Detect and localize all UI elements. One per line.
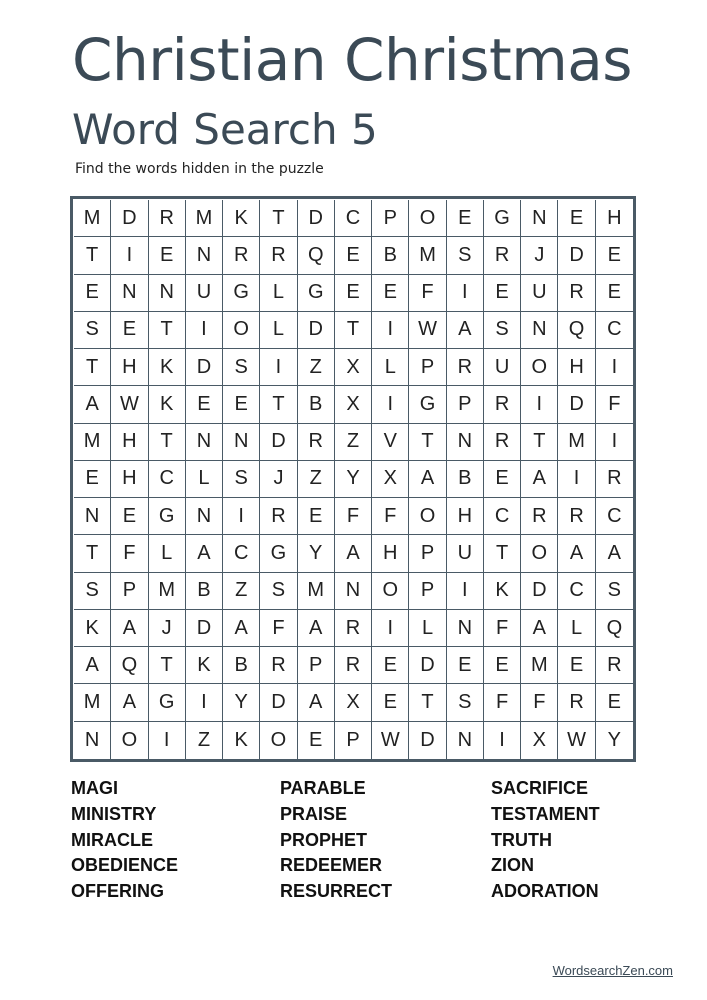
grid-cell: E (372, 684, 409, 721)
grid-cell: F (372, 498, 409, 535)
grid-cell: S (74, 573, 111, 610)
grid-cell: G (149, 498, 186, 535)
grid-cell: V (372, 424, 409, 461)
grid-cell: M (558, 424, 595, 461)
word-item: PRAISE (280, 803, 348, 824)
grid-cell: I (186, 312, 223, 349)
word-item: RESURRECT (280, 881, 393, 902)
grid-cell: A (111, 684, 148, 721)
grid-cell: L (149, 535, 186, 572)
grid-cell: C (558, 573, 595, 610)
grid-cell: N (521, 312, 558, 349)
grid-cell: T (260, 200, 297, 237)
grid-cell: D (298, 200, 335, 237)
grid-cell: T (74, 349, 111, 386)
grid-cell: R (260, 498, 297, 535)
grid-cell: I (558, 461, 595, 498)
grid-cell: N (186, 424, 223, 461)
grid-cell: J (521, 237, 558, 274)
grid-cell: B (186, 573, 223, 610)
grid-cell: E (298, 722, 335, 759)
grid-cell: I (149, 722, 186, 759)
grid-cell: A (447, 312, 484, 349)
grid-cell: F (484, 610, 521, 647)
grid-cell: A (409, 461, 446, 498)
grid-cell: L (260, 275, 297, 312)
grid-cell: P (335, 722, 372, 759)
grid-cell: E (558, 647, 595, 684)
grid-cell: D (558, 386, 595, 423)
grid-cell: Y (335, 461, 372, 498)
grid-cell: P (409, 573, 446, 610)
grid-cell: R (484, 386, 521, 423)
word-list (0, 776, 707, 906)
grid-cell: F (260, 610, 297, 647)
grid-cell: C (223, 535, 260, 572)
grid-cell: N (149, 275, 186, 312)
grid-cell: S (223, 461, 260, 498)
grid-cell: A (596, 535, 633, 572)
grid-cell: G (298, 275, 335, 312)
grid-cell: I (596, 424, 633, 461)
grid-cell: N (223, 424, 260, 461)
grid-cell: S (447, 684, 484, 721)
grid-cell: D (260, 684, 297, 721)
grid-cell: D (298, 312, 335, 349)
grid-cell: A (521, 461, 558, 498)
grid-cell: E (111, 498, 148, 535)
grid-cell: E (596, 237, 633, 274)
word-item: OFFERING (71, 881, 164, 902)
grid-cell: D (186, 349, 223, 386)
grid-cell: U (484, 349, 521, 386)
grid-cell: T (149, 424, 186, 461)
grid-cell: G (484, 200, 521, 237)
grid-cell: A (74, 647, 111, 684)
grid-cell: L (558, 610, 595, 647)
grid-cell: X (372, 461, 409, 498)
grid-cell: I (447, 275, 484, 312)
grid-cell: Z (298, 349, 335, 386)
grid-cell: M (74, 424, 111, 461)
grid-cell: K (223, 722, 260, 759)
grid-cell: C (484, 498, 521, 535)
grid-cell: N (186, 237, 223, 274)
word-item: MAGI (71, 778, 118, 798)
grid-cell: E (447, 647, 484, 684)
grid-cell: I (372, 610, 409, 647)
grid-cell: J (149, 610, 186, 647)
grid-cell: R (596, 461, 633, 498)
grid-cell: T (521, 424, 558, 461)
grid-cell: N (447, 722, 484, 759)
grid-cell: I (484, 722, 521, 759)
grid-cell: N (74, 722, 111, 759)
grid-cell: O (223, 312, 260, 349)
grid-cell: E (372, 647, 409, 684)
grid-cell: P (409, 349, 446, 386)
grid-cell: D (260, 424, 297, 461)
grid-cell: I (111, 237, 148, 274)
grid-cell: C (149, 461, 186, 498)
grid-cell: A (558, 535, 595, 572)
grid-cell: O (260, 722, 297, 759)
word-item: TESTAMENT (491, 803, 600, 824)
grid-cell: N (447, 610, 484, 647)
grid-cell: N (447, 424, 484, 461)
word-item: REDEEMER (280, 855, 383, 876)
grid-cell: U (521, 275, 558, 312)
grid-cell: R (484, 424, 521, 461)
grid-cell: R (223, 237, 260, 274)
grid-cell: A (223, 610, 260, 647)
grid-cell: S (484, 312, 521, 349)
grid-cell: H (111, 461, 148, 498)
grid-cell: I (596, 349, 633, 386)
grid-cell: D (409, 722, 446, 759)
grid-cell: C (335, 200, 372, 237)
grid-cell: S (260, 573, 297, 610)
grid-cell: E (74, 275, 111, 312)
grid-cell: G (409, 386, 446, 423)
grid-cell: O (372, 573, 409, 610)
grid-cell: E (74, 461, 111, 498)
grid-cell: A (521, 610, 558, 647)
word-item: PROPHET (280, 829, 368, 850)
letter-grid (74, 200, 633, 759)
grid-cell: P (409, 535, 446, 572)
grid-cell: U (186, 275, 223, 312)
grid-cell: F (111, 535, 148, 572)
grid-cell: M (298, 573, 335, 610)
grid-cell: U (447, 535, 484, 572)
grid-cell: T (74, 535, 111, 572)
grid-cell: E (447, 200, 484, 237)
page-title: Christian Christmas (72, 26, 632, 94)
grid-cell: B (223, 647, 260, 684)
grid-cell: M (409, 237, 446, 274)
word-item: SACRIFICE (491, 778, 589, 798)
word-item: TRUTH (491, 829, 552, 850)
grid-cell: N (74, 498, 111, 535)
grid-cell: T (74, 237, 111, 274)
grid-cell: A (111, 610, 148, 647)
grid-cell: S (596, 573, 633, 610)
grid-cell: A (298, 684, 335, 721)
grid-cell: K (186, 647, 223, 684)
grid-cell: I (186, 684, 223, 721)
grid-cell: A (298, 610, 335, 647)
grid-cell: I (372, 386, 409, 423)
grid-cell: S (447, 237, 484, 274)
grid-cell: T (149, 312, 186, 349)
grid-cell: T (260, 386, 297, 423)
grid-cell: I (372, 312, 409, 349)
grid-cell: F (596, 386, 633, 423)
grid-cell: F (521, 684, 558, 721)
grid-cell: E (186, 386, 223, 423)
word-list-column-1 (71, 776, 178, 905)
grid-cell: E (596, 275, 633, 312)
grid-cell: N (521, 200, 558, 237)
grid-cell: M (149, 573, 186, 610)
grid-cell: E (223, 386, 260, 423)
grid-cell: I (447, 573, 484, 610)
grid-cell: R (260, 647, 297, 684)
grid-cell: S (223, 349, 260, 386)
grid-cell: R (484, 237, 521, 274)
grid-cell: R (521, 498, 558, 535)
grid-cell: L (260, 312, 297, 349)
grid-cell: T (484, 535, 521, 572)
grid-cell: N (111, 275, 148, 312)
site-link[interactable]: WordsearchZen.com (552, 963, 673, 978)
grid-cell: T (409, 424, 446, 461)
word-item: MIRACLE (71, 829, 153, 850)
grid-cell: Z (223, 573, 260, 610)
grid-cell: H (372, 535, 409, 572)
grid-cell: R (558, 684, 595, 721)
grid-cell: P (298, 647, 335, 684)
grid-cell: B (298, 386, 335, 423)
grid-cell: R (335, 610, 372, 647)
grid-cell: W (372, 722, 409, 759)
instructions-text: Find the words hidden in the puzzle (75, 161, 324, 177)
grid-cell: E (335, 237, 372, 274)
grid-cell: E (149, 237, 186, 274)
grid-cell: W (558, 722, 595, 759)
grid-cell: Z (335, 424, 372, 461)
grid-cell: B (372, 237, 409, 274)
grid-cell: D (521, 573, 558, 610)
grid-cell: X (335, 349, 372, 386)
grid-cell: Z (298, 461, 335, 498)
grid-cell: R (335, 647, 372, 684)
word-item: ADORATION (491, 881, 599, 902)
grid-cell: E (558, 200, 595, 237)
grid-cell: R (260, 237, 297, 274)
grid-cell: Z (186, 722, 223, 759)
grid-cell: M (74, 684, 111, 721)
grid-cell: O (521, 349, 558, 386)
grid-cell: D (558, 237, 595, 274)
grid-cell: F (484, 684, 521, 721)
grid-cell: Y (298, 535, 335, 572)
word-item: OBEDIENCE (71, 855, 179, 876)
grid-cell: D (111, 200, 148, 237)
grid-cell: D (186, 610, 223, 647)
grid-cell: X (521, 722, 558, 759)
page-subtitle: Word Search 5 (72, 105, 378, 154)
grid-cell: H (596, 200, 633, 237)
grid-cell: H (447, 498, 484, 535)
grid-cell: G (149, 684, 186, 721)
grid-cell: N (335, 573, 372, 610)
word-list-column-3 (491, 776, 600, 905)
word-item: ZION (491, 855, 534, 876)
grid-cell: Q (596, 610, 633, 647)
grid-cell: K (149, 386, 186, 423)
grid-cell: O (409, 498, 446, 535)
grid-cell: O (409, 200, 446, 237)
grid-cell: I (260, 349, 297, 386)
grid-cell: J (260, 461, 297, 498)
grid-cell: P (372, 200, 409, 237)
grid-cell: O (111, 722, 148, 759)
grid-cell: M (186, 200, 223, 237)
grid-cell: G (223, 275, 260, 312)
grid-cell: I (223, 498, 260, 535)
grid-cell: M (521, 647, 558, 684)
grid-cell: R (596, 647, 633, 684)
grid-cell: R (298, 424, 335, 461)
grid-cell: E (484, 275, 521, 312)
grid-cell: K (74, 610, 111, 647)
grid-cell: A (74, 386, 111, 423)
grid-cell: K (484, 573, 521, 610)
grid-cell: G (260, 535, 297, 572)
grid-cell: K (149, 349, 186, 386)
grid-cell: H (558, 349, 595, 386)
grid-cell: P (447, 386, 484, 423)
grid-cell: C (596, 312, 633, 349)
word-item: PARABLE (280, 778, 366, 798)
grid-cell: R (558, 275, 595, 312)
grid-cell: B (447, 461, 484, 498)
grid-cell: T (335, 312, 372, 349)
grid-cell: F (409, 275, 446, 312)
grid-cell: F (335, 498, 372, 535)
grid-cell: O (521, 535, 558, 572)
grid-cell: L (186, 461, 223, 498)
grid-cell: R (149, 200, 186, 237)
grid-cell: T (149, 647, 186, 684)
grid-cell: Y (223, 684, 260, 721)
grid-cell: X (335, 386, 372, 423)
grid-cell: M (74, 200, 111, 237)
grid-cell: E (484, 647, 521, 684)
grid-cell: L (372, 349, 409, 386)
grid-cell: A (335, 535, 372, 572)
grid-cell: Q (111, 647, 148, 684)
grid-cell: P (111, 573, 148, 610)
grid-cell: W (111, 386, 148, 423)
grid-cell: E (484, 461, 521, 498)
grid-cell: A (186, 535, 223, 572)
word-item: MINISTRY (71, 803, 157, 824)
grid-cell: R (447, 349, 484, 386)
grid-cell: H (111, 349, 148, 386)
grid-cell: H (111, 424, 148, 461)
grid-cell: C (596, 498, 633, 535)
grid-cell: K (223, 200, 260, 237)
grid-cell: X (335, 684, 372, 721)
grid-cell: E (372, 275, 409, 312)
grid-cell: Q (298, 237, 335, 274)
grid-cell: E (335, 275, 372, 312)
grid-cell: N (186, 498, 223, 535)
grid-cell: S (74, 312, 111, 349)
grid-cell: Y (607, 728, 622, 751)
word-list-column-2 (280, 776, 392, 905)
grid-cell: R (558, 498, 595, 535)
grid-cell: W (409, 312, 446, 349)
grid-cell: E (596, 684, 633, 721)
grid-cell: E (111, 312, 148, 349)
grid-cell: I (521, 386, 558, 423)
grid-cell: Q (558, 312, 595, 349)
grid-cell: L (409, 610, 446, 647)
grid-cell: D (409, 647, 446, 684)
grid-cell: E (298, 498, 335, 535)
grid-cell: T (409, 684, 446, 721)
